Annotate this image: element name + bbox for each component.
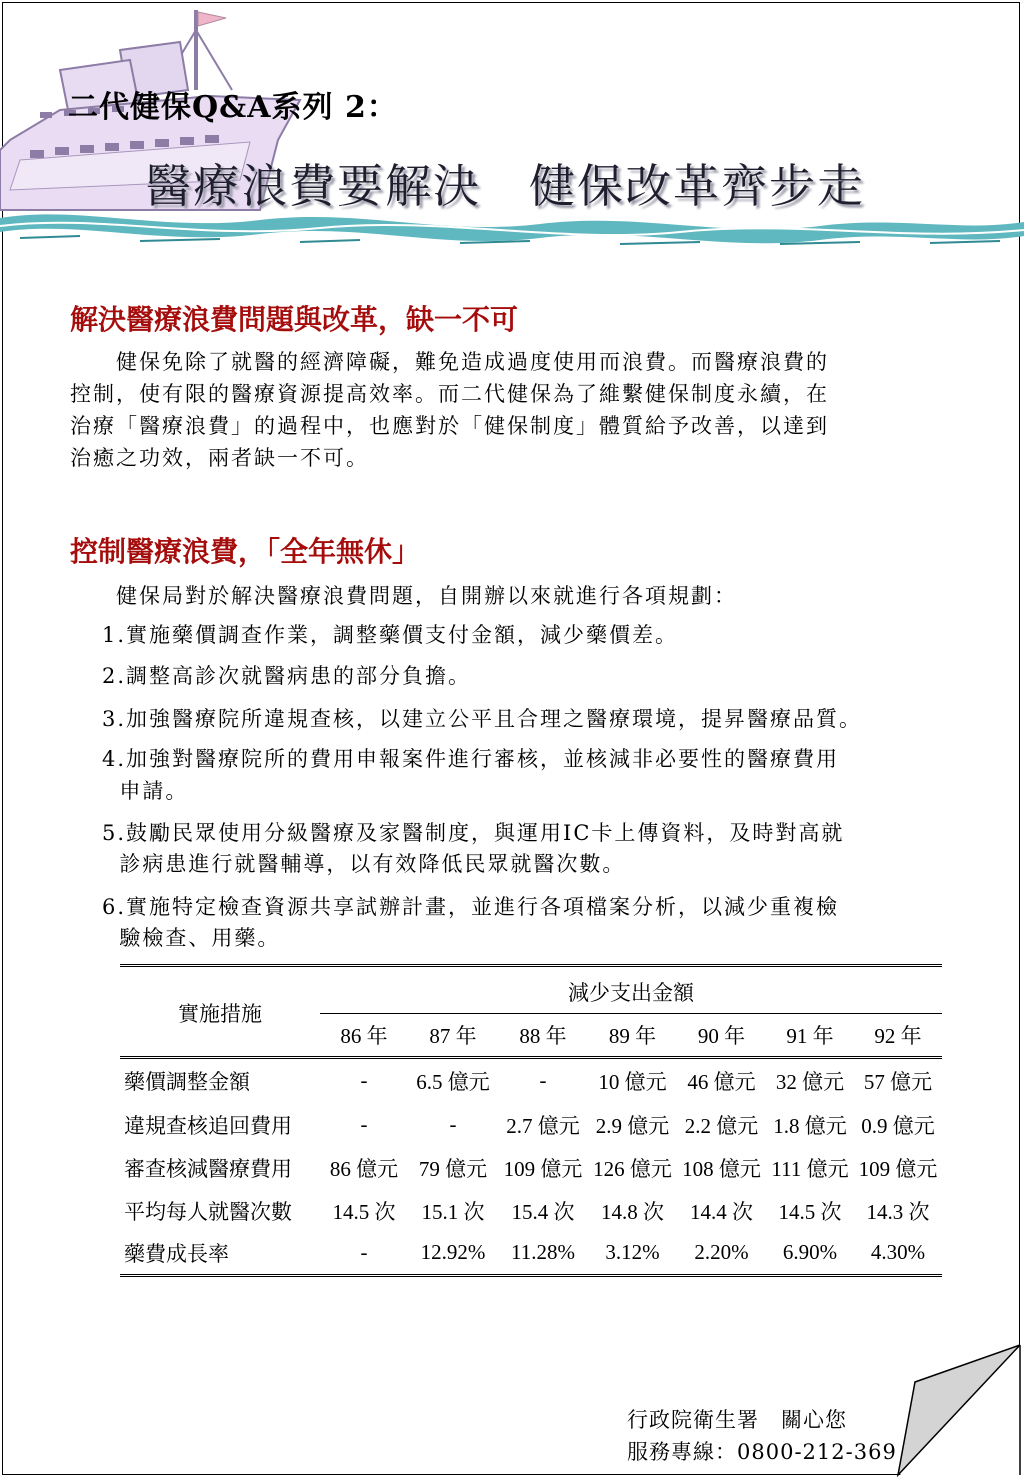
year-header: 92 年 <box>854 1013 942 1057</box>
year-header: 87 年 <box>408 1013 498 1057</box>
table-cell: 57 億元 <box>863 1069 933 1094</box>
table-cell: 14.4 次 <box>690 1199 753 1224</box>
year-header: 90 年 <box>677 1013 766 1057</box>
table-row <box>120 1057 942 1103</box>
flag-icon <box>198 12 226 26</box>
table-row <box>120 1103 942 1146</box>
table-cell: 109 億元 <box>503 1156 583 1181</box>
table-cell: 11.28% <box>498 1232 588 1275</box>
footer-hotline: 服務專線：0800-212-369 <box>627 1440 897 1464</box>
table-cell: 2.7 億元 <box>506 1113 580 1138</box>
table-cell: 79 億元 <box>418 1156 488 1181</box>
table-cell: 1.8 億元 <box>773 1113 847 1138</box>
expenditure-reduction-table <box>120 964 942 1277</box>
table-cell: 32 億元 <box>775 1069 845 1094</box>
table-cell: 12.92% <box>408 1232 498 1275</box>
table-cell: 2.9 億元 <box>595 1113 670 1138</box>
table-cell: 4.30% <box>854 1232 942 1275</box>
table-cell: 111 億元 <box>771 1156 849 1181</box>
row-label: 平均每人就醫次數 <box>124 1199 292 1224</box>
table-cell: 14.5 次 <box>332 1199 396 1224</box>
table-cell: 109 億元 <box>858 1156 938 1181</box>
table-cell: 6.5 億元 <box>416 1069 490 1094</box>
table-cell: - <box>360 1068 368 1093</box>
table-cell: 15.4 次 <box>511 1199 575 1224</box>
year-header: 88 年 <box>498 1013 588 1057</box>
table-cell: 2.20% <box>677 1232 766 1275</box>
table-cell: 15.1 次 <box>421 1199 485 1224</box>
row-header: 實施措施 <box>120 971 320 1057</box>
list-item: 1.實施藥價調查作業，調整藥價支付金額，減少藥價差。 <box>102 623 679 647</box>
page-title: 醫療浪費要解決 健保改革齊步走 <box>145 159 865 213</box>
table-cell: - <box>539 1068 547 1093</box>
list-item-continued: 驗檢查、用藥。 <box>102 926 281 950</box>
table-cell: - <box>449 1112 457 1136</box>
section2-intro: 健保局對於解決醫療浪費問題，自開辦以來就進行各項規劃： <box>70 584 737 608</box>
row-label: 藥價調整金額 <box>124 1069 250 1094</box>
section1-line: 治療「醫療浪費」的過程中，也應對於「健保制度」體質給予改善，以達到 <box>70 414 829 438</box>
year-header: 91 年 <box>766 1013 854 1057</box>
table-cell: - <box>360 1112 368 1136</box>
table-cell: 2.2 億元 <box>684 1113 759 1138</box>
table-cell: - <box>320 1232 408 1275</box>
list-item-continued: 診病患進行就醫輔導，以有效降低民眾就醫次數。 <box>102 852 626 876</box>
table-cell: 14.5 次 <box>778 1199 842 1224</box>
table-row <box>120 1146 942 1189</box>
year-header: 89 年 <box>588 1013 677 1057</box>
section-heading-1: 解決醫療浪費問題與改革，缺一不可 <box>70 303 519 336</box>
list-item: 5.鼓勵民眾使用分級醫療及家醫制度，與運用IC卡上傳資料，及時對高就 <box>102 821 845 845</box>
table-row <box>120 1232 942 1275</box>
table-cell: 0.9 億元 <box>861 1113 935 1138</box>
table-cell: 46 億元 <box>687 1069 756 1094</box>
list-item: 3.加強醫療院所違規查核，以建立公平且合理之醫療環境，提昇醫療品質。 <box>102 707 863 731</box>
year-header: 86 年 <box>320 1013 408 1057</box>
table-cell: 126 億元 <box>593 1156 672 1181</box>
table-cell: 14.8 次 <box>601 1199 664 1224</box>
list-item: 6.實施特定檢查資源共享試辦計畫，並進行各項檔案分析，以減少重複檢 <box>102 895 840 919</box>
list-item: 4.加強對醫療院所的費用申報案件進行審核，並核減非必要性的醫療費用 <box>102 747 840 771</box>
section1-line: 治癒之功效，兩者缺一不可。 <box>70 446 369 470</box>
list-item: 2.調整高診次就醫病患的部分負擔。 <box>102 664 472 688</box>
row-label: 違規查核追回費用 <box>124 1113 292 1138</box>
table-cell: 108 億元 <box>682 1156 761 1181</box>
footer-org: 行政院衛生署 關心您 <box>627 1408 847 1432</box>
section1-line: 健保免除了就醫的經濟障礙，難免造成過度使用而浪費。而醫療浪費的 <box>70 350 829 374</box>
row-label: 審查核減醫療費用 <box>124 1156 292 1181</box>
table-row <box>120 1189 942 1232</box>
section1-line: 控制，使有限的醫療資源提高效率。而二代健保為了維繫健保制度永續，在 <box>70 382 829 406</box>
table-cell: 14.3 次 <box>866 1199 930 1224</box>
row-label: 藥費成長率 <box>120 1232 320 1275</box>
list-item-continued: 申請。 <box>102 779 189 803</box>
group-header: 減少支出金額 <box>320 971 942 1013</box>
section-heading-2: 控制醫療浪費，「全年無休」 <box>70 535 421 568</box>
table-cell: 10 億元 <box>598 1069 667 1094</box>
table-cell: 86 億元 <box>329 1156 399 1181</box>
table-cell: 6.90% <box>766 1232 854 1275</box>
series-title: 二代健保Q&A系列 2： <box>68 90 398 125</box>
table-cell: 3.12% <box>588 1232 677 1275</box>
